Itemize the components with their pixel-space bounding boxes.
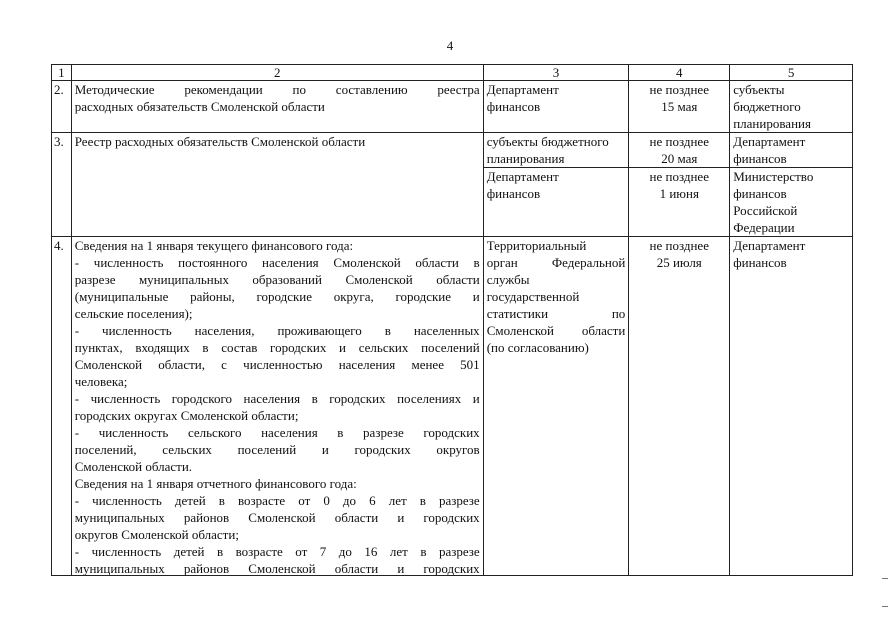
deadline-line: не позднее [649, 82, 709, 97]
recipient-line: субъекты [733, 82, 785, 97]
responsible-line: планирования [486, 151, 565, 166]
recipient-line: финансов [733, 151, 787, 166]
description-line: расходных обязательств Смоленской области [74, 99, 325, 114]
table-row [52, 133, 853, 168]
responsible-line: Департамент [486, 169, 559, 184]
description-line: сельские поселения); [74, 306, 193, 321]
scan-artifact [882, 606, 888, 607]
obligations-table [51, 64, 853, 576]
column-number-3: 3 [483, 65, 629, 81]
scan-artifact [882, 578, 888, 579]
recipient-line: Департамент [733, 134, 806, 149]
description-line: - численность постоянного населения Смоленской области в [74, 255, 480, 270]
description-line: - численность сельского населения в разрезе городских [74, 425, 480, 440]
description-line: поселений, сельских поселений и городских округов [74, 442, 480, 457]
row-number: 2. [52, 81, 72, 133]
responsible-line: орган Федеральной [486, 255, 626, 270]
description-line: - численность населения, проживающего в населенных [74, 323, 480, 338]
row-deadline [629, 81, 730, 133]
description-line: муниципальных районов Смоленской области и городских [74, 510, 480, 525]
row-recipient [730, 133, 853, 168]
responsible-line: субъекты бюджетного [486, 134, 609, 149]
description-line: пунктах, входящих в состав городских и сельских поселений [74, 340, 480, 355]
description-line: - численность детей в возрасте от 0 до 6 лет в разрезе [74, 493, 480, 508]
row-description [71, 81, 483, 133]
description-line: человека; [74, 374, 128, 389]
row-recipient [730, 168, 853, 237]
description-line: Смоленской области, с численностью населения менее 501 [74, 357, 480, 372]
row-recipient [730, 237, 853, 576]
description-line: - численность городского населения в городских поселениях и [74, 391, 480, 406]
row-responsible [483, 168, 629, 237]
column-number-1: 1 [52, 65, 72, 81]
row-responsible [483, 237, 629, 576]
recipient-line: финансов [733, 255, 787, 270]
description-line: муниципальных районов Смоленской области и городских [74, 561, 480, 575]
row-deadline [629, 133, 730, 168]
table-row [52, 237, 853, 576]
deadline-line: 25 июля [656, 255, 702, 270]
description-line: Сведения на 1 января отчетного финансового года: [74, 476, 357, 491]
description-line: (муниципальные районы, городские округа, городские и [74, 289, 480, 304]
row-responsible [483, 81, 629, 133]
deadline-line: 15 мая [661, 99, 698, 114]
recipient-line: Федерации [733, 220, 795, 235]
description-line: разрезе муниципальных образований Смоленской области [74, 272, 480, 287]
responsible-line: статистики по [486, 306, 626, 321]
responsible-line: финансов [486, 186, 541, 201]
deadline-line: не позднее [649, 134, 709, 149]
deadline-line: не позднее [649, 169, 709, 184]
responsible-line: Территориальный [486, 238, 587, 253]
description-line: Смоленской области. [74, 459, 193, 474]
column-number-4: 4 [629, 65, 730, 81]
description-line: - численность детей в возрасте от 7 до 16 лет в разрезе [74, 544, 480, 559]
description-line: Методические рекомендации по составлению реестра [74, 82, 480, 97]
row-description [71, 237, 483, 576]
deadline-line: 1 июня [659, 186, 699, 201]
responsible-line: Департамент [486, 82, 559, 97]
page-number: 4 [446, 38, 454, 53]
responsible-line: (по согласованию) [486, 340, 589, 355]
responsible-line: Смоленской области [486, 323, 626, 338]
table-header-row [52, 65, 853, 81]
recipient-line: Департамент [733, 238, 806, 253]
recipient-line: планирования [733, 116, 811, 131]
row-deadline [629, 237, 730, 576]
row-number: 4. [52, 237, 72, 576]
row-number: 3. [52, 133, 72, 237]
recipient-line: Министерство [733, 169, 814, 184]
deadline-line: не позднее [649, 238, 709, 253]
row-description: Реестр расходных обязательств Смоленской области [71, 133, 483, 237]
responsible-line: государственной [486, 289, 580, 304]
description-line: городских округах Смоленской области; [74, 408, 299, 423]
responsible-line: финансов [486, 99, 541, 114]
table-row [52, 81, 853, 133]
responsible-line: службы [486, 272, 530, 287]
responsible-block [487, 237, 626, 356]
recipient-line: бюджетного [733, 99, 801, 114]
column-number-5: 5 [730, 65, 853, 81]
column-number-2: 2 [71, 65, 483, 81]
deadline-line: 20 мая [661, 151, 698, 166]
description-block [75, 237, 480, 575]
recipient-line: финансов [733, 186, 787, 201]
row-responsible [483, 133, 629, 168]
description-line: Сведения на 1 января текущего финансового года: [74, 238, 354, 253]
row-deadline [629, 168, 730, 237]
row-recipient [730, 81, 853, 133]
recipient-line: Российской [733, 203, 798, 218]
description-line: округов Смоленской области; [74, 527, 239, 542]
